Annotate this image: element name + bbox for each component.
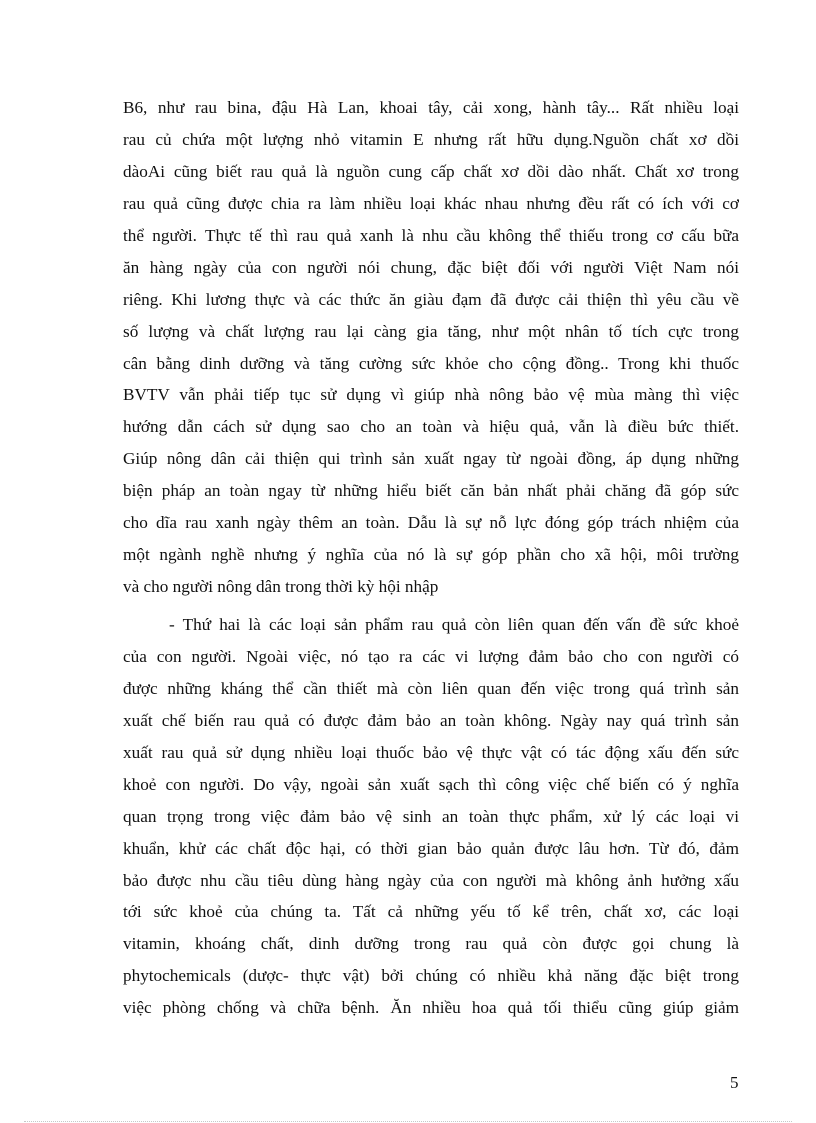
text-line: khuẩn, khử các chất độc hại, có thời gian bảo quản được lâu hơn. Từ đó, đảm: [123, 838, 739, 858]
text-line: cho dĩa rau xanh ngày thêm an toàn. Dẫu là sự nỗ lực đóng góp trách nhiệm của: [123, 513, 739, 533]
text-line: bảo được nhu cầu tiêu dùng hàng ngày của con người mà không ảnh hưởng xấu: [123, 870, 739, 890]
text-line: cân bằng dinh dưỡng và tăng cường sức khỏe cho cộng đồng.. Trong khi thuốc: [123, 353, 739, 373]
paragraph-1: [123, 92, 739, 603]
text-line: rau quả cũng được chia ra làm nhiều loại khác nhau nhưng đều rất có ích với cơ: [123, 193, 739, 213]
text-line: vitamin, khoáng chất, dinh dưỡng trong rau quả còn được gọi chung là: [123, 934, 739, 954]
text-line: riêng. Khi lương thực và các thức ăn giàu đạm đã được cải thiện thì yêu cầu về: [123, 289, 739, 309]
text-line: B6, như rau bina, đậu Hà Lan, khoai tây, cải xong, hành tây... Rất nhiều loại: [123, 98, 739, 117]
text-line: dàoAi cũng biết rau quả là nguồn cung cấp chất xơ dồi dào nhất. Chất xơ trong: [123, 161, 739, 181]
text-line: số lượng và chất lượng rau lại càng gia tăng, như một nhân tố tích cực trong: [123, 321, 739, 341]
text-line: - Thứ hai là các loại sản phẩm rau quả còn liên quan đến vấn đề sức khoẻ: [169, 615, 739, 634]
text-line: biện pháp an toàn ngay từ những hiểu biết căn bản nhất phải chăng đã góp sức: [123, 481, 739, 501]
text-line: việc phòng chống và chữa bệnh. Ăn nhiều hoa quả tối thiểu cũng giúp giảm: [123, 998, 739, 1018]
text-line: ăn hàng ngày của con người nói chung, đặc biệt đối với người Việt Nam nói: [123, 257, 739, 277]
text-line: xuất chế biến rau quả có được đảm bảo an toàn không. Ngày nay quá trình sản: [123, 710, 739, 730]
text-line: rau củ chứa một lượng nhỏ vitamin E nhưng rất hữu dụng.Nguồn chất xơ dồi: [123, 129, 739, 149]
text-line: và cho người nông dân trong thời kỳ hội nhập: [123, 577, 439, 597]
text-line: khoẻ con người. Do vậy, ngoài sản xuất sạch thì công việc chế biến có ý nghĩa: [123, 774, 739, 794]
text-line: Giúp nông dân cải thiện qui trình sản xuất ngay từ ngoài đồng, áp dụng những: [123, 449, 739, 469]
text-line: phytochemicals (dược- thực vật) bởi chúng có nhiều khả năng đặc biệt trong: [123, 966, 739, 986]
text-line: tới sức khoẻ của chúng ta. Tất cả những yếu tố kể trên, chất xơ, các loại: [123, 902, 739, 922]
text-line: xuất rau quả sử dụng nhiều loại thuốc bảo vệ thực vật có tác động xấu đến sức: [123, 742, 739, 762]
paragraph-2: [123, 609, 739, 1024]
text-line: thể người. Thực tế thì rau quả xanh là nhu cầu không thể thiếu trong cơ cấu bữa: [123, 225, 739, 245]
text-line: hướng dẫn cách sử dụng sao cho an toàn và hiệu quả, vẫn là điều bức thiết.: [123, 417, 739, 437]
text-line: được những kháng thể cần thiết mà còn liên quan đến việc trong quá trình sản: [123, 678, 739, 698]
body-text: [123, 92, 739, 1024]
text-line: một ngành nghề nhưng ý nghĩa của nó là sự góp phần cho xã hội, môi trường: [123, 545, 739, 565]
page-number: 5: [730, 1073, 739, 1092]
text-line: của con người. Ngoài việc, nó tạo ra các vi lượng đảm bảo cho con người có: [123, 646, 739, 666]
text-line: quan trọng trong việc đảm bảo vệ sinh an toàn thực phẩm, xử lý các loại vi: [123, 806, 739, 826]
text-line: BVTV vẫn phải tiếp tục sử dụng vì giúp nhà nông bảo vệ mùa màng thì việc: [123, 385, 739, 405]
page-bottom-divider: [24, 1121, 792, 1122]
